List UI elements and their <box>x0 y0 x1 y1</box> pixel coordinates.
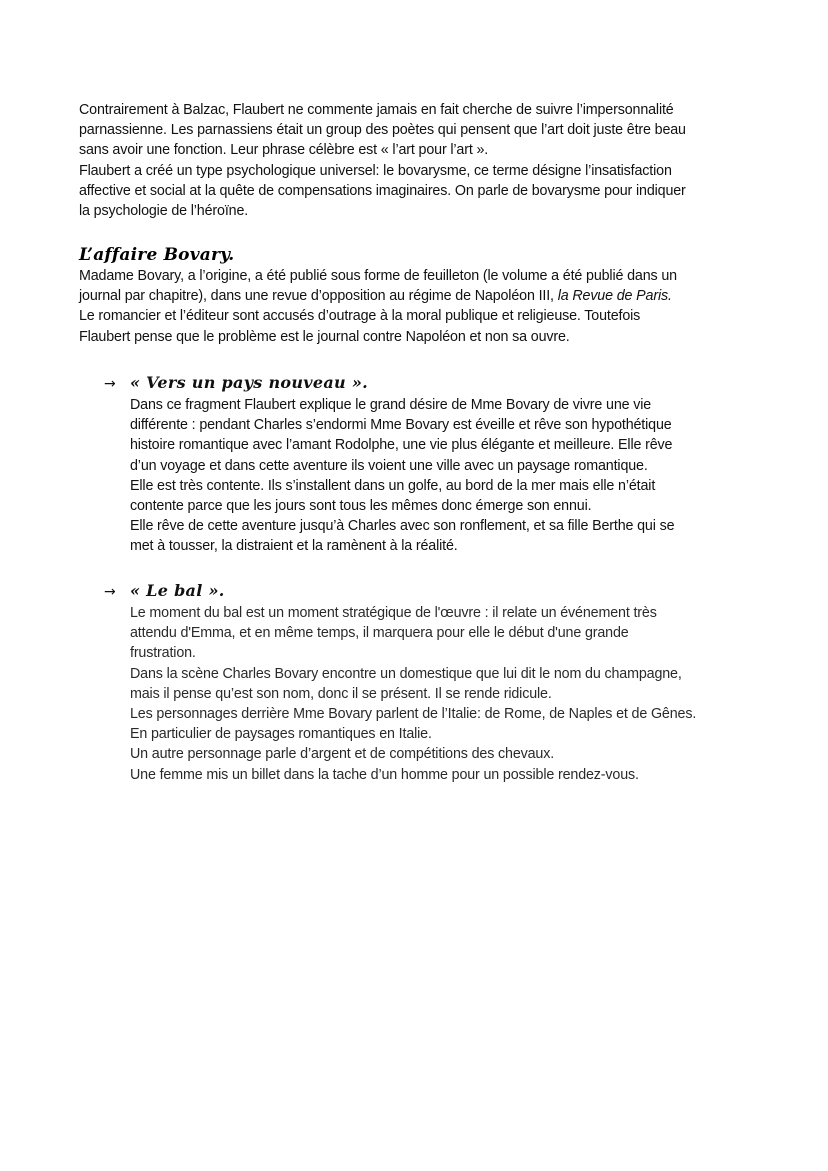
intro-line: la psychologie de l’héroïne. <box>79 203 249 220</box>
subsection-heading-bal <box>104 580 225 603</box>
affaire-line <box>79 286 751 306</box>
bal-line: Dans la scène Charles Bovary encontre un domestique que lui dit le nom du champagne, <box>130 665 682 682</box>
bal-line: Le moment du bal est un moment stratégique de l'œuvre : il relate un événement très <box>130 605 657 621</box>
pays-line: Dans ce fragment Flaubert explique le grand désire de Mme Bovary de vivre une vie <box>130 397 652 413</box>
subsection-title: « Le bal ». <box>130 581 225 600</box>
bal-paragraph <box>130 603 770 785</box>
bal-line: Une femme mis un billet dans la tache d’un homme pour un possible rendez-vous. <box>130 766 639 783</box>
subsection-title: « Vers un pays nouveau ». <box>130 373 369 392</box>
bal-line: attendu d'Emma, et en même temps, il marquera pour elle le début d'une grande <box>130 625 629 642</box>
revue-title: la Revue de Paris. <box>557 288 672 305</box>
pays-paragraph <box>130 395 770 557</box>
pays-line: différente : pendant Charles s’endormi Mme Bovary est éveille et rêve son hypothétique <box>130 417 672 434</box>
arrow-right-icon: → <box>104 376 116 392</box>
intro-line: parnassienne. Les parnassiens était un group des poètes qui pensent que l’art doit juste être beau <box>79 122 686 139</box>
bal-line: Les personnages derrière Mme Bovary parlent de l’Italie: de Rome, de Naples et de Gênes. <box>130 706 697 723</box>
pays-line: contente parce que les jours sont tous les mêmes donc émerge son ennui. <box>130 498 592 515</box>
pays-line: histoire romantique avec l’amant Rodolphe, une vie plus élégante et meilleure. Elle rêve <box>130 437 673 454</box>
bal-line: frustration. <box>130 645 196 662</box>
bal-line: Un autre personnage parle d’argent et de compétitions des chevaux. <box>130 746 555 763</box>
affaire-line: Madame Bovary, a l’origine, a été publié sous forme de feuilleton (le volume a été publié dans un <box>79 268 677 284</box>
intro-line: Contrairement à Balzac, Flaubert ne commente jamais en fait cherche de suivre l’impersonnalité <box>79 102 674 118</box>
affaire-line: Le romancier et l’éditeur sont accusés d’outrage à la moral publique et religieuse. Toutefois <box>79 308 641 325</box>
intro-line: affective et social at la quête de compensations imaginaires. On parle de bovarysme pour indiquer <box>79 182 686 199</box>
pays-line: d’un voyage et dans cette aventure ils voient une ville avec un paysage romantique. <box>130 457 648 474</box>
bal-line: En particulier de paysages romantiques en Italie. <box>130 726 432 743</box>
intro-paragraph <box>79 100 751 221</box>
intro-line: sans avoir une fonction. Leur phrase célèbre est « l’art pour l’art ». <box>79 142 489 159</box>
bal-line: mais il pense qu’est son nom, donc il se présent. Il se rende ridicule. <box>130 685 552 702</box>
pays-line: met à tousser, la distraient et la ramènent à la réalité. <box>130 538 458 555</box>
arrow-right-icon: → <box>104 584 116 600</box>
affaire-line-text: journal par chapitre), dans une revue d’opposition au régime de Napoléon III, <box>79 288 558 305</box>
pays-line: Elle rêve de cette aventure jusqu’à Charles avec son ronflement, et sa fille Berthe qui se <box>130 518 675 535</box>
subsection-heading-pays <box>104 372 368 395</box>
affaire-line: Flaubert pense que le problème est le journal contre Napoléon et non sa ouvre. <box>79 328 570 345</box>
pays-line: Elle est très contente. Ils s’installent dans un golfe, au bord de la mer mais elle n’était <box>130 477 656 494</box>
affaire-paragraph <box>79 266 751 347</box>
intro-line: Flaubert a créé un type psychologique universel: le bovarysme, ce terme désigne l’insatisfaction <box>79 162 672 179</box>
section-heading-affaire: L’affaire Bovary. <box>79 245 235 265</box>
